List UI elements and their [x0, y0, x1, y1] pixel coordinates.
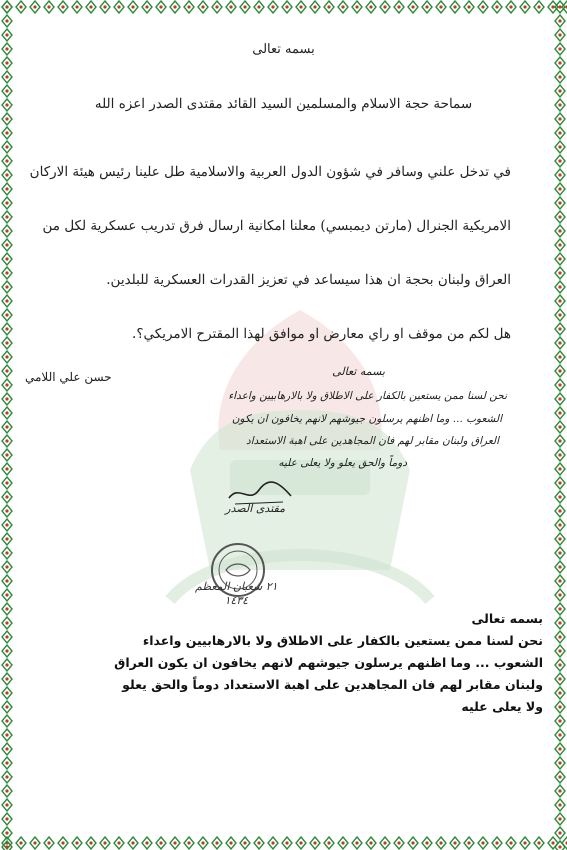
transcription-line: ولا يعلى عليه [461, 699, 543, 714]
letter-question: هل لكم من موقف او راي معارض او موافق لهذا المقترح الامريكي؟. [132, 326, 511, 342]
letter-body-line: الامريكية الجنرال (مارتن ديمبسي) معلنا امكانية ارسال فرق تدريب عسكرية لكل من [42, 218, 511, 234]
border-top-pattern [0, 0, 567, 14]
letter-body-line: في تدخل علني وسافر في شؤون الدول العربية والاسلامية طل علينا رئيس هيئة الاركان [29, 164, 511, 180]
date-line: ٢١ شعبان المعظم [195, 580, 278, 593]
transcription-line: نحن لسنا ممن يستعين بالكفار على الاطلاق ولا بالارهابيين واعداء [142, 633, 543, 648]
handwritten-line: العراق ولبنان مقابر لهم فان المجاهدين على اهبة الاستعداد [246, 435, 499, 447]
original-letter [20, 20, 547, 607]
transcription-line: الشعوب ... وما اظنهم يرسلون جيوشهم لانهم يخافون ان يكون العراق [114, 655, 543, 670]
transcription-line: ولبنان مقابر لهم فان المجاهدين على اهبة الاستعداد دوماً والحق يعلو [122, 677, 543, 692]
letter-signer: حسن علي اللامي [25, 370, 112, 384]
signature-name: مقتدى الصدر [225, 502, 285, 515]
date-year: ١٤٣٤ [224, 594, 249, 607]
handwritten-date [195, 580, 278, 608]
transcription-block [28, 608, 543, 718]
border-bottom-pattern [0, 836, 567, 850]
transcription-title: بسمه تعالى [471, 611, 543, 626]
border-right-pattern [553, 0, 567, 850]
handwritten-line: نحن لسنا ممن يستعين بالكفار على الاطلاق ولا بالارهابيين واعداء [228, 390, 507, 402]
letter-body-line: العراق ولبنان بحجة ان هذا سيساعد في تعزيز القدرات العسكرية للبلدين. [106, 272, 511, 288]
handwritten-line: دوماً والحق يعلو ولا يعلى عليه [278, 457, 407, 469]
handwritten-basmala: بسمه تعالى [332, 365, 385, 378]
letter-addressee: سماحة حجة الاسلام والمسلمين السيد القائد مقتدى الصدر اعزه الله [94, 96, 473, 112]
handwritten-line: الشعوب ... وما اظنهم يرسلون جيوشهم لانهم يخافون ان يكون [231, 413, 502, 425]
border-left-pattern [0, 0, 14, 850]
letter-basmala: بسمه تعالى [252, 42, 315, 57]
